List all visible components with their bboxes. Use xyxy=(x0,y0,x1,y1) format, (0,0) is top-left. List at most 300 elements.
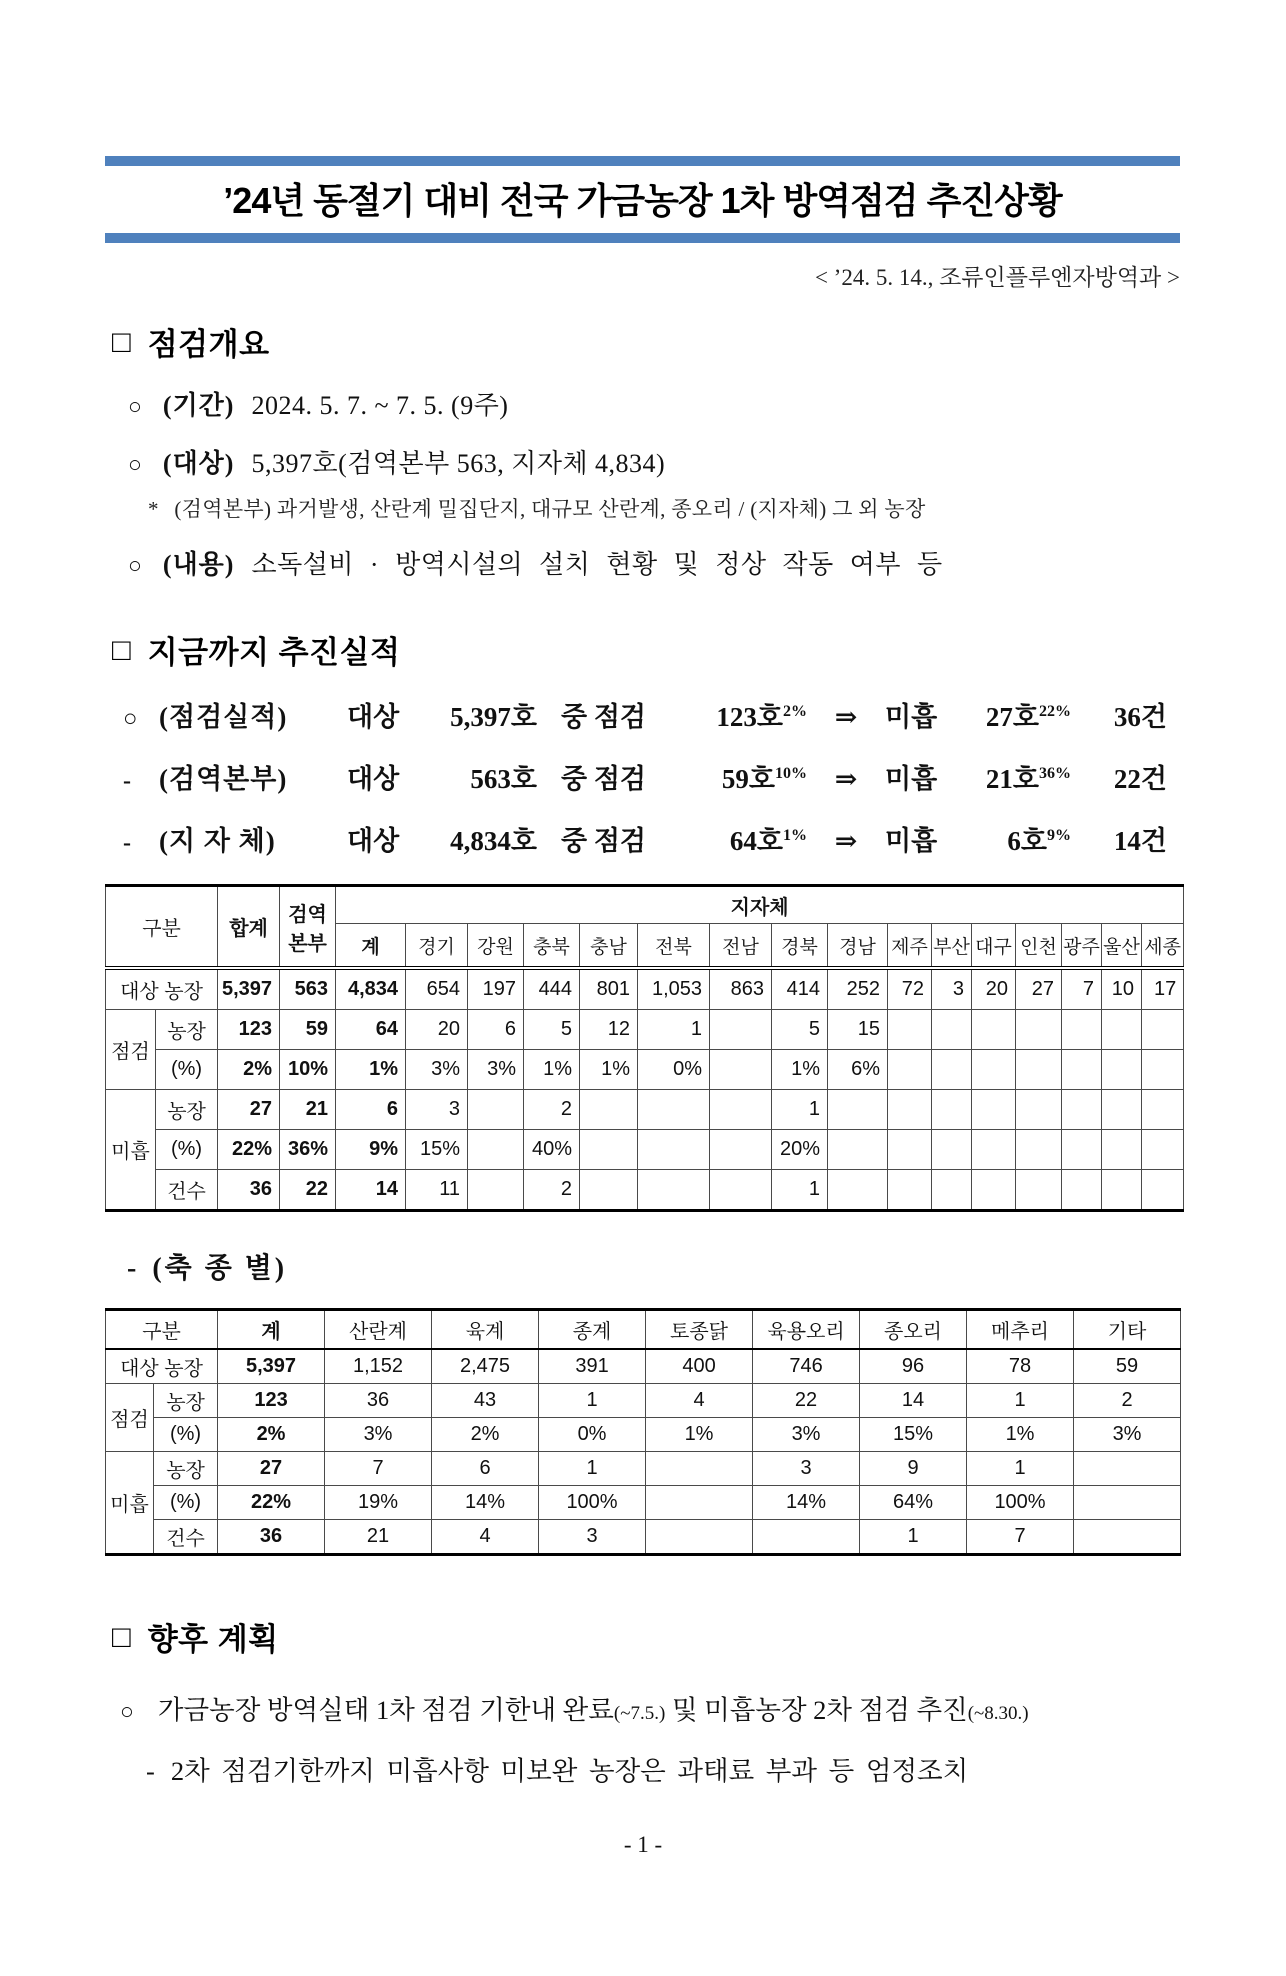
value-cell xyxy=(468,1090,524,1130)
value-cell xyxy=(888,1050,932,1090)
value-cell: 1,053 xyxy=(638,968,710,1010)
value-cell xyxy=(1062,1170,1102,1211)
value-cell: 6 xyxy=(468,1010,524,1050)
table-header-row xyxy=(106,1310,1181,1350)
value-cell: 3% xyxy=(325,1418,432,1452)
value-cell xyxy=(1102,1050,1142,1090)
value-cell: 22% xyxy=(218,1130,280,1170)
plan-date-note: (~7.5.) xyxy=(613,1703,666,1724)
item-label: (기간) xyxy=(162,391,235,420)
value-cell: 123 xyxy=(218,1010,280,1050)
asterisk-marker: * xyxy=(148,497,159,521)
value-cell: 1 xyxy=(772,1170,828,1211)
value-cell: 12 xyxy=(580,1010,638,1050)
overview-item-target xyxy=(128,443,1286,480)
value-cell: 1% xyxy=(524,1050,580,1090)
row-label: 대상 농장 xyxy=(106,968,218,1010)
corner-header: 구분 xyxy=(106,1310,218,1350)
corner-header: 구분 xyxy=(106,886,218,969)
value-cell xyxy=(1062,1050,1102,1090)
value-cell: 9 xyxy=(860,1452,967,1486)
value-cell: 72 xyxy=(888,968,932,1010)
value-cell xyxy=(638,1090,710,1130)
value-cell xyxy=(1062,1130,1102,1170)
value-cell xyxy=(710,1010,772,1050)
value-cell: 3 xyxy=(406,1090,468,1130)
column-header-cell: 인천 xyxy=(1016,924,1062,969)
value-cell xyxy=(1142,1090,1184,1130)
table-row-poor-pct xyxy=(106,1486,1181,1520)
sub-row-label: 농장 xyxy=(156,1010,218,1050)
overview-footnote xyxy=(148,493,1286,523)
sub-row-label: 건수 xyxy=(154,1520,218,1555)
plan-text: 2차 점검기한까지 미흡사항 미보완 농장은 과태료 부과 등 엄정조치 xyxy=(170,1756,969,1786)
column-header-cell: 육계 xyxy=(432,1310,539,1350)
value-cell: 2 xyxy=(524,1090,580,1130)
table-row-poor-pct xyxy=(106,1130,1184,1170)
word-inspected: 중 점검 xyxy=(561,764,646,794)
sub-row-label: (%) xyxy=(154,1418,218,1452)
table-row-inspect-farm xyxy=(106,1010,1184,1050)
column-header-cell: 토종닭 xyxy=(646,1310,753,1350)
value-cell xyxy=(932,1090,972,1130)
value-cell xyxy=(1102,1010,1142,1050)
double-arrow-icon: ⇒ xyxy=(834,702,858,732)
table-row-poor-cases xyxy=(106,1170,1184,1211)
progress-line-qia xyxy=(123,757,1286,796)
value-cell: 59 xyxy=(280,1010,336,1050)
section-heading-plan xyxy=(112,1614,1286,1659)
value-cell: 0% xyxy=(539,1418,646,1452)
plan-date-note: (~8.30.) xyxy=(967,1703,1029,1724)
value-cell: 22 xyxy=(280,1170,336,1211)
word-target: 대상 xyxy=(347,764,400,794)
poor-value: 6호 xyxy=(1007,826,1047,856)
plan-line-2 xyxy=(146,1749,1286,1788)
value-cell xyxy=(1016,1050,1062,1090)
value-cell: 64 xyxy=(336,1010,406,1050)
species-table xyxy=(105,1308,1181,1556)
value-cell: 59 xyxy=(1074,1349,1181,1384)
double-arrow-icon: ⇒ xyxy=(834,826,858,856)
value-cell: 746 xyxy=(753,1349,860,1384)
sub-row-label: 건수 xyxy=(156,1170,218,1211)
poor-count xyxy=(959,757,1071,796)
value-cell: 1 xyxy=(967,1384,1074,1418)
word-target: 대상 xyxy=(347,702,400,732)
section-title: 향후 계획 xyxy=(147,1622,279,1657)
value-cell: 20 xyxy=(406,1010,468,1050)
progress-line-local xyxy=(123,819,1286,858)
plan-text-part: 및 미흡농장 2차 점검 추진 xyxy=(665,1695,968,1725)
value-cell: 11 xyxy=(406,1170,468,1211)
value-cell: 36 xyxy=(218,1520,325,1555)
item-label: (내용) xyxy=(162,550,235,579)
title-block xyxy=(105,156,1180,243)
section-title: 지금까지 추진실적 xyxy=(147,635,401,670)
sub-row-label: 농장 xyxy=(154,1384,218,1418)
value-cell xyxy=(972,1170,1016,1211)
column-header-cell: 광주 xyxy=(1062,924,1102,969)
item-label: (대상) xyxy=(162,449,235,478)
poor-count xyxy=(959,819,1071,858)
value-cell: 3% xyxy=(1074,1418,1181,1452)
value-cell: 3 xyxy=(753,1452,860,1486)
table-header-row xyxy=(106,886,1184,924)
column-header-cell: 경북 xyxy=(772,924,828,969)
value-cell xyxy=(580,1090,638,1130)
column-header-cell: 경기 xyxy=(406,924,468,969)
value-cell: 14 xyxy=(860,1384,967,1418)
inspected-count xyxy=(685,819,807,858)
value-cell: 2 xyxy=(524,1170,580,1211)
value-cell: 7 xyxy=(325,1452,432,1486)
column-header-cell: 종계 xyxy=(539,1310,646,1350)
value-cell: 863 xyxy=(710,968,772,1010)
dash-bullet-icon: - xyxy=(123,830,131,856)
value-cell: 6% xyxy=(828,1050,888,1090)
value-cell: 4 xyxy=(432,1520,539,1555)
value-cell: 1,152 xyxy=(325,1349,432,1384)
value-cell xyxy=(1102,1090,1142,1130)
value-cell: 563 xyxy=(280,968,336,1010)
value-cell: 400 xyxy=(646,1349,753,1384)
value-cell xyxy=(580,1170,638,1211)
value-cell xyxy=(888,1090,932,1130)
circle-bullet-icon: ○ xyxy=(128,394,142,419)
value-cell xyxy=(972,1010,1016,1050)
value-cell xyxy=(932,1010,972,1050)
line-label: (지 자 체) xyxy=(159,826,276,856)
column-header-cell: 전남 xyxy=(710,924,772,969)
inspected-value: 59호 xyxy=(721,764,775,794)
table-row-poor-cases xyxy=(106,1520,1181,1555)
value-cell: 1 xyxy=(539,1384,646,1418)
page-number: - 1 - xyxy=(623,1832,663,1857)
value-cell xyxy=(1016,1090,1062,1130)
value-cell xyxy=(1074,1452,1181,1486)
value-cell: 5,397 xyxy=(218,1349,325,1384)
line-label: (점검실적) xyxy=(159,702,288,732)
value-cell: 0% xyxy=(638,1050,710,1090)
plan-text xyxy=(158,1688,1029,1727)
value-cell: 2 xyxy=(1074,1384,1181,1418)
value-cell: 6 xyxy=(336,1090,406,1130)
column-header-cell: 대구 xyxy=(972,924,1016,969)
column-header-cell: 충북 xyxy=(524,924,580,969)
value-cell xyxy=(710,1170,772,1211)
value-cell: 2% xyxy=(432,1418,539,1452)
value-cell: 3% xyxy=(406,1050,468,1090)
value-cell xyxy=(468,1130,524,1170)
species-subheading xyxy=(127,1246,1286,1286)
value-cell xyxy=(1102,1170,1142,1211)
value-cell: 7 xyxy=(1062,968,1102,1010)
value-cell xyxy=(1062,1090,1102,1130)
value-cell: 1% xyxy=(967,1418,1074,1452)
value-cell xyxy=(1016,1010,1062,1050)
column-header-cell: 기타 xyxy=(1074,1310,1181,1350)
table-row-poor-farm xyxy=(106,1452,1181,1486)
value-cell: 391 xyxy=(539,1349,646,1384)
value-cell xyxy=(972,1050,1016,1090)
column-header-cell: 세종 xyxy=(1142,924,1184,969)
value-cell: 197 xyxy=(468,968,524,1010)
sub-row-label: (%) xyxy=(156,1130,218,1170)
column-header-cell: 부산 xyxy=(932,924,972,969)
case-count: 22건 xyxy=(1113,764,1167,794)
table-row-target xyxy=(106,968,1184,1010)
column-header-cell: 충남 xyxy=(580,924,638,969)
value-cell: 1 xyxy=(860,1520,967,1555)
poor-rate: 36% xyxy=(1039,765,1071,782)
value-cell: 27 xyxy=(218,1452,325,1486)
value-cell xyxy=(580,1130,638,1170)
poor-count xyxy=(959,695,1071,734)
value-cell: 1 xyxy=(967,1452,1074,1486)
value-cell: 15 xyxy=(828,1010,888,1050)
value-cell xyxy=(710,1090,772,1130)
group-row-label: 점검 xyxy=(106,1010,156,1090)
word-inspected: 중 점검 xyxy=(561,826,646,856)
value-cell xyxy=(1016,1170,1062,1211)
circle-bullet-icon: ○ xyxy=(128,452,142,477)
value-cell: 5 xyxy=(772,1010,828,1050)
value-cell: 252 xyxy=(828,968,888,1010)
group-header-local: 지자체 xyxy=(336,886,1184,924)
value-cell: 3 xyxy=(539,1520,646,1555)
value-cell: 1 xyxy=(539,1452,646,1486)
section-heading-progress xyxy=(112,627,1286,672)
progress-line-total xyxy=(123,695,1286,734)
column-header-cell: 계 xyxy=(218,1310,325,1350)
value-cell: 3% xyxy=(468,1050,524,1090)
value-cell: 2% xyxy=(218,1050,280,1090)
value-cell: 654 xyxy=(406,968,468,1010)
value-cell xyxy=(932,1130,972,1170)
value-cell xyxy=(468,1170,524,1211)
value-cell: 801 xyxy=(580,968,638,1010)
value-cell xyxy=(1102,1130,1142,1170)
value-cell: 36% xyxy=(280,1130,336,1170)
value-cell xyxy=(1142,1010,1184,1050)
value-cell: 4,834 xyxy=(336,968,406,1010)
poor-rate: 9% xyxy=(1047,827,1071,844)
double-arrow-icon: ⇒ xyxy=(834,764,858,794)
value-cell xyxy=(828,1170,888,1211)
value-cell xyxy=(932,1170,972,1211)
value-cell: 22 xyxy=(753,1384,860,1418)
value-cell: 1% xyxy=(772,1050,828,1090)
group-row-label: 미흡 xyxy=(106,1452,154,1555)
word-poor: 미흡 xyxy=(885,702,938,732)
value-cell xyxy=(972,1130,1016,1170)
word-poor: 미흡 xyxy=(885,764,938,794)
value-cell xyxy=(1142,1050,1184,1090)
table-row-target xyxy=(106,1349,1181,1384)
value-cell xyxy=(932,1050,972,1090)
value-cell: 36 xyxy=(218,1170,280,1211)
date-line: < ’24. 5. 14., 조류인플루엔자방역과 > xyxy=(814,265,1180,290)
section-heading-overview xyxy=(112,319,1286,364)
case-count: 14건 xyxy=(1113,826,1167,856)
table-row-inspect-pct xyxy=(106,1418,1181,1452)
value-cell: 17 xyxy=(1142,968,1184,1010)
circle-bullet-icon: ○ xyxy=(123,706,138,732)
value-cell xyxy=(1016,1130,1062,1170)
target-count: 4,834호 xyxy=(450,826,537,856)
value-cell xyxy=(710,1050,772,1090)
value-cell: 15% xyxy=(860,1418,967,1452)
value-cell: 15% xyxy=(406,1130,468,1170)
poor-value: 21호 xyxy=(985,764,1039,794)
word-poor: 미흡 xyxy=(885,826,938,856)
sub-row-label: 농장 xyxy=(156,1090,218,1130)
item-text: 5,397호(검역본부 563, 지자체 4,834) xyxy=(251,449,666,478)
value-cell xyxy=(638,1130,710,1170)
inspected-count xyxy=(685,695,807,734)
plan-line-1 xyxy=(120,1688,1286,1727)
value-cell xyxy=(1074,1520,1181,1555)
dash-bullet-icon: - xyxy=(127,1253,137,1284)
column-header-cell: 종오리 xyxy=(860,1310,967,1350)
inspected-rate: 1% xyxy=(783,827,807,844)
value-cell xyxy=(646,1486,753,1520)
line-label: (검역본부) xyxy=(159,764,288,794)
value-cell: 78 xyxy=(967,1349,1074,1384)
overview-item-period xyxy=(128,385,1286,422)
value-cell xyxy=(828,1090,888,1130)
value-cell: 3% xyxy=(753,1418,860,1452)
group-row-label: 미흡 xyxy=(106,1090,156,1211)
case-count: 36건 xyxy=(1113,702,1167,732)
value-cell: 4 xyxy=(646,1384,753,1418)
inspected-rate: 10% xyxy=(775,765,807,782)
value-cell: 444 xyxy=(524,968,580,1010)
inspected-rate: 2% xyxy=(783,703,807,720)
dash-bullet-icon: - xyxy=(146,1756,155,1786)
column-header-cell: 산란계 xyxy=(325,1310,432,1350)
word-inspected: 중 점검 xyxy=(561,702,646,732)
value-cell: 14 xyxy=(336,1170,406,1211)
value-cell xyxy=(1074,1486,1181,1520)
value-cell: 1% xyxy=(580,1050,638,1090)
value-cell xyxy=(888,1130,932,1170)
sub-row-label: (%) xyxy=(156,1050,218,1090)
value-cell: 1% xyxy=(336,1050,406,1090)
value-cell xyxy=(638,1170,710,1211)
sub-row-label: (%) xyxy=(154,1486,218,1520)
value-cell: 14% xyxy=(432,1486,539,1520)
value-cell: 414 xyxy=(772,968,828,1010)
value-cell xyxy=(1062,1010,1102,1050)
value-cell: 27 xyxy=(218,1090,280,1130)
square-bullet-icon: □ xyxy=(112,632,131,667)
value-cell: 40% xyxy=(524,1130,580,1170)
value-cell xyxy=(1142,1170,1184,1211)
value-cell: 9% xyxy=(336,1130,406,1170)
value-cell: 19% xyxy=(325,1486,432,1520)
value-cell: 20 xyxy=(972,968,1016,1010)
value-cell: 22% xyxy=(218,1486,325,1520)
value-cell: 10 xyxy=(1102,968,1142,1010)
square-bullet-icon: □ xyxy=(112,1619,131,1654)
column-header-cell: 육용오리 xyxy=(753,1310,860,1350)
footnote-text: (검역본부) 과거발생, 산란계 밀집단지, 대규모 산란계, 종오리 / (지자체) 그 외 농장 xyxy=(174,497,926,521)
circle-bullet-icon: ○ xyxy=(128,553,142,578)
word-target: 대상 xyxy=(347,826,400,856)
circle-bullet-icon: ○ xyxy=(120,1699,134,1724)
value-cell xyxy=(753,1520,860,1555)
value-cell: 5,397 xyxy=(218,968,280,1010)
value-cell: 5 xyxy=(524,1010,580,1050)
inspected-value: 123호 xyxy=(716,702,783,732)
overview-item-content xyxy=(128,544,1286,581)
region-table xyxy=(105,884,1184,1212)
table-row-inspect-pct xyxy=(106,1050,1184,1090)
row-label: 대상 농장 xyxy=(106,1349,218,1384)
value-cell: 21 xyxy=(325,1520,432,1555)
item-text: 소독설비 · 방역시설의 설치 현황 및 정상 작동 여부 등 xyxy=(251,550,943,579)
value-cell: 2,475 xyxy=(432,1349,539,1384)
target-count: 5,397호 xyxy=(450,702,537,732)
value-cell: 64% xyxy=(860,1486,967,1520)
value-cell: 1 xyxy=(772,1090,828,1130)
table-row-poor-farm xyxy=(106,1090,1184,1130)
value-cell: 1 xyxy=(638,1010,710,1050)
inspected-value: 64호 xyxy=(729,826,783,856)
value-cell xyxy=(646,1520,753,1555)
sub-row-label: 농장 xyxy=(154,1452,218,1486)
value-cell: 27 xyxy=(1016,968,1062,1010)
value-cell: 14% xyxy=(753,1486,860,1520)
value-cell: 6 xyxy=(432,1452,539,1486)
value-cell: 96 xyxy=(860,1349,967,1384)
subheading-text: (축 종 별) xyxy=(152,1253,288,1284)
group-row-label: 점검 xyxy=(106,1384,154,1452)
column-header-cell: 제주 xyxy=(888,924,932,969)
column-header-cell: 계 xyxy=(336,924,406,969)
value-cell xyxy=(972,1090,1016,1130)
value-cell: 20% xyxy=(772,1130,828,1170)
table-row-inspect-farm xyxy=(106,1384,1181,1418)
value-cell: 21 xyxy=(280,1090,336,1130)
square-bullet-icon: □ xyxy=(112,324,131,359)
value-cell: 100% xyxy=(539,1486,646,1520)
col-header-qia: 검역본부 xyxy=(280,886,336,969)
column-header-cell: 경남 xyxy=(828,924,888,969)
poor-value: 27호 xyxy=(985,702,1039,732)
inspected-count xyxy=(685,757,807,796)
page-title: ’24년 동절기 대비 전국 가금농장 1차 방역점검 추진상황 xyxy=(223,180,1062,221)
item-text: 2024. 5. 7. ~ 7. 5. (9주) xyxy=(251,391,509,420)
value-cell xyxy=(828,1130,888,1170)
value-cell xyxy=(1142,1130,1184,1170)
document-page xyxy=(0,156,1286,1976)
value-cell: 100% xyxy=(967,1486,1074,1520)
value-cell xyxy=(888,1010,932,1050)
value-cell: 2% xyxy=(218,1418,325,1452)
value-cell xyxy=(710,1130,772,1170)
column-header-cell: 전북 xyxy=(638,924,710,969)
value-cell: 36 xyxy=(325,1384,432,1418)
value-cell: 43 xyxy=(432,1384,539,1418)
section-title: 점검개요 xyxy=(147,327,270,362)
value-cell: 123 xyxy=(218,1384,325,1418)
poor-rate: 22% xyxy=(1039,703,1071,720)
column-header-cell: 강원 xyxy=(468,924,524,969)
value-cell: 7 xyxy=(967,1520,1074,1555)
